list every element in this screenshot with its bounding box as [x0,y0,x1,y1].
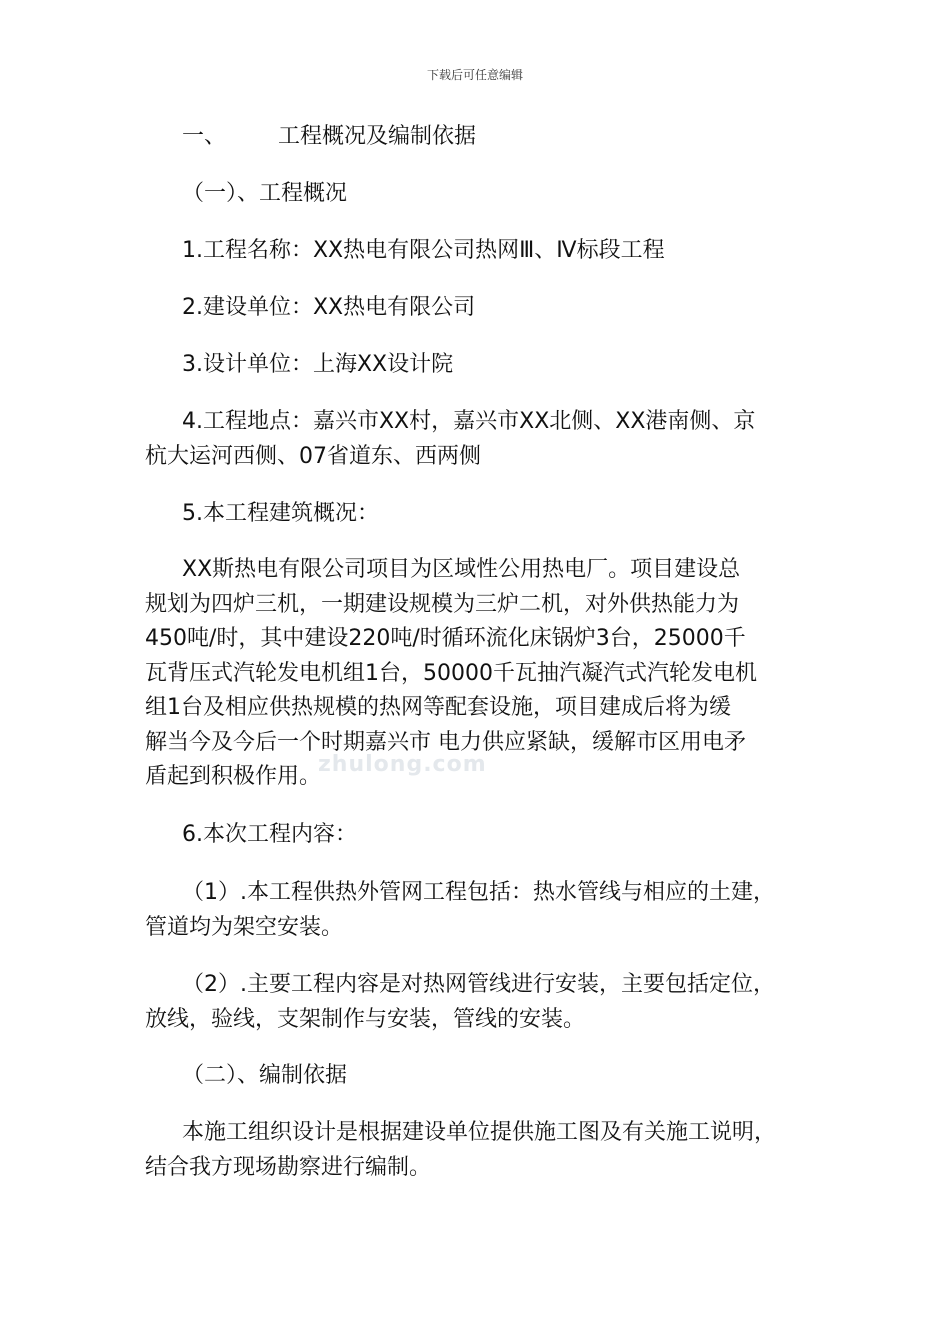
scope-item-2-line2: 放线，验线，支架制作与安装，管线的安装。 [145,1006,586,1032]
overview-line: 瓦背压式汽轮发电机组1台，50000千瓦抽汽凝汽式汽轮发电机 [145,660,757,686]
section-title: 工程概况及编制依据 [278,124,477,149]
basis-paragraph [145,1116,825,1185]
basis-line2: 结合我方现场勘察进行编制。 [145,1154,432,1180]
scope-item-2-line1: （2）.主要工程内容是对热网管线进行安装，主要包括定位， [182,972,775,997]
overview-line: XX斯热电有限公司项目为区域性公用热电厂。项目建设总 [182,557,741,582]
basis-line1: 本施工组织设计是根据建设单位提供施工图及有关施工说明， [182,1120,777,1145]
overview-line: 规划为四炉三机，一期建设规模为三炉二机，对外供热能力为 [145,591,740,617]
scope-item-2 [145,968,825,1037]
overview-line: 盾起到积极作用。 [145,764,322,789]
item-project-name: 1.工程名称：XX热电有限公司热网Ⅲ、Ⅳ标段工程 [182,238,665,263]
overview-line: 450吨/时，其中建设220吨/时循环流化床锅炉3台，25000千 [145,626,746,651]
scope-item-1-line2: 管道均为架空安装。 [145,914,344,940]
watermark: zhulong.com [318,752,487,777]
item-location-line2: 杭大运河西侧、07省道东、西两侧 [145,443,481,469]
item-designer: 3.设计单位：上海XX设计院 [182,352,454,377]
overview-line: 组1台及相应供热规模的热网等配套设施，项目建成后将为缓 [145,695,731,720]
scope-item-1 [145,876,825,945]
item-location [145,405,825,474]
section-number: 一、 [182,124,227,149]
item-building-overview: 5.本工程建筑概况： [182,501,379,526]
item-owner: 2.建设单位：XX热电有限公司 [182,295,476,320]
header-note: 下载后可任意编辑 [426,68,523,82]
subsection-heading-basis: （二）、编制依据 [182,1063,348,1088]
scope-item-1-line1: （1）.本工程供热外管网工程包括：热水管线与相应的土建， [182,880,775,905]
overview-line: 解当今及今后一个时期嘉兴市 电力供应紧缺，缓解市区用电矛 [145,729,746,755]
item-location-line1: 4.工程地点：嘉兴市XX村，嘉兴市XX北侧、XX港南侧、京 [182,409,756,434]
item-scope: 6.本次工程内容： [182,822,357,847]
subsection-heading-overview: （一）、工程概况 [182,181,348,206]
